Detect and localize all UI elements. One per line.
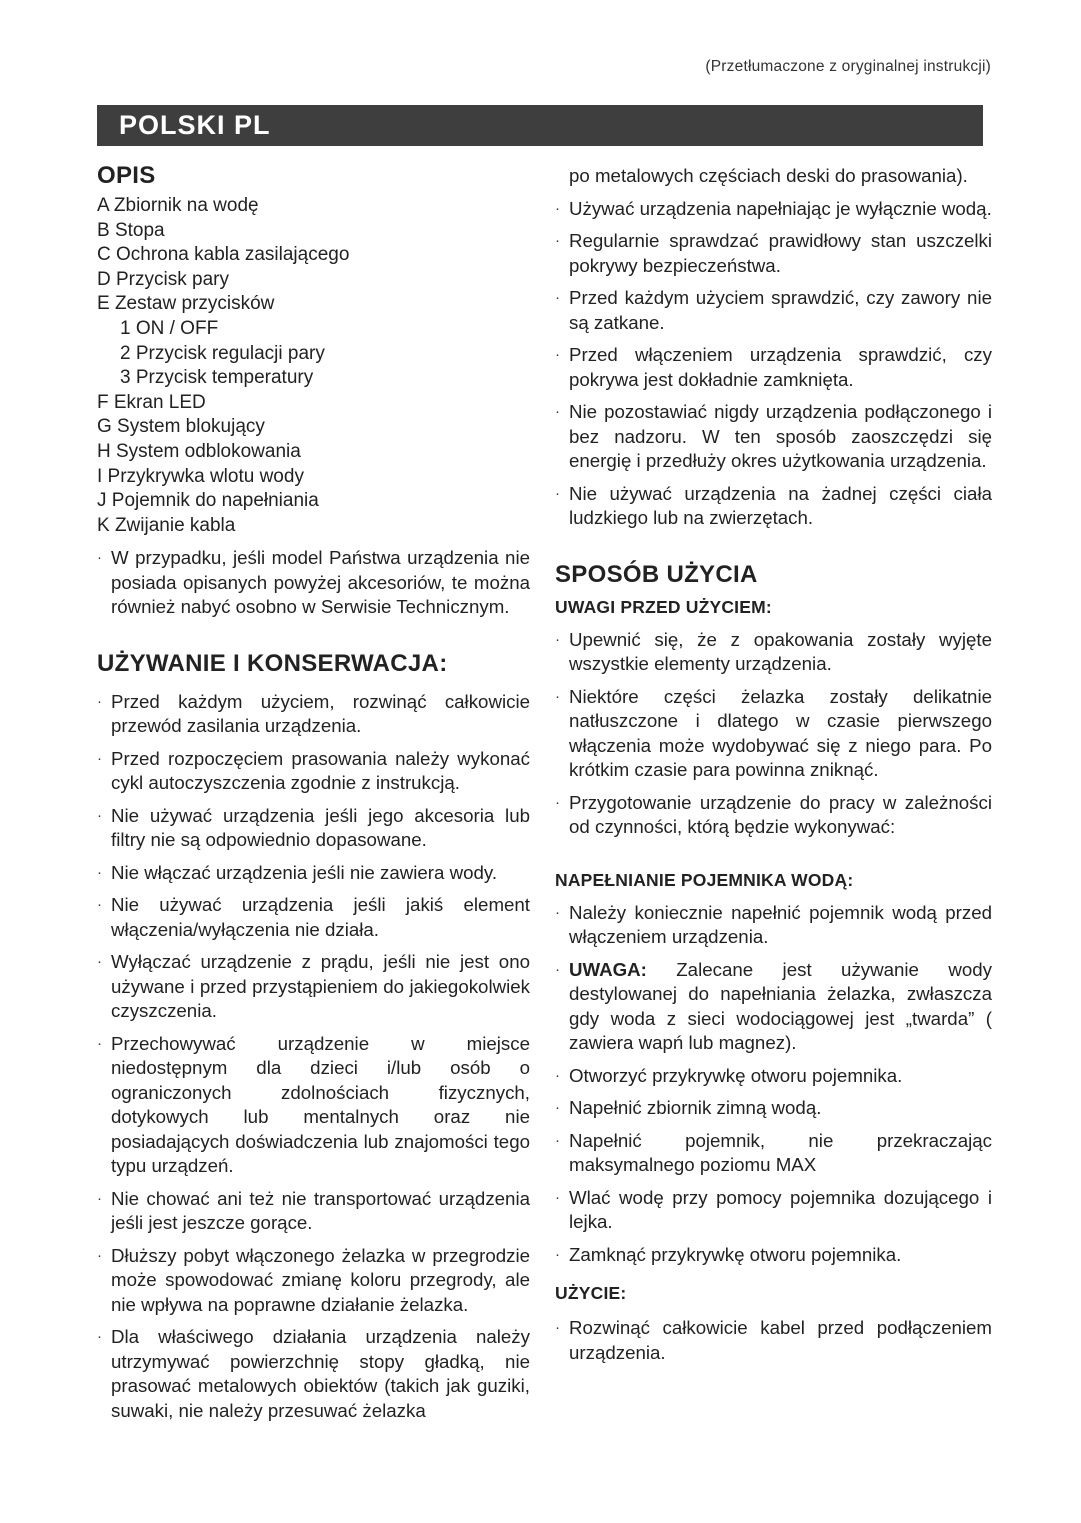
- usage-bullets: [97, 690, 530, 1424]
- subsection-title-napelnianie: NAPEŁNIANIE POJEMNIKA WODĄ:: [555, 869, 854, 890]
- list-item: · Przed każdym użyciem, rozwinąć całkowicie przewód zasilania urządzenia.: [97, 690, 530, 737]
- list-item: D Przycisk pary: [97, 268, 229, 290]
- opis-note-list: [97, 546, 530, 620]
- list-item: F Ekran LED: [97, 391, 206, 413]
- list-item: 3 Przycisk temperatury: [120, 367, 314, 389]
- uwagi-bullets: [555, 628, 992, 840]
- list-item: · UWAGA: Zalecane jest używanie wody destylowanej do napełniania żelazka, zwłaszcza gdy woda z sieci wodociągowej jest „twarda” ( zawiera wapń lub magnez).: [555, 958, 992, 1053]
- list-item: · Napełnić pojemnik, nie przekraczając maksymalnego poziomu MAX: [555, 1129, 992, 1175]
- uzycie-bullets: [555, 1316, 992, 1365]
- list-item: · Nie chować ani też nie transportować urządzenia jeśli jest jeszcze gorące.: [97, 1187, 530, 1234]
- list-item: C Ochrona kabla zasilającego: [97, 244, 350, 266]
- list-item: · Należy koniecznie napełnić pojemnik wodą przed włączeniem urządzenia.: [555, 901, 992, 947]
- list-item: · W przypadku, jeśli model Państwa urządzenia nie posiada opisanych powyżej akcesoriów, te można również nabyć osobno w Serwisie Technicznym.: [97, 547, 530, 618]
- list-item: H System odblokowania: [97, 440, 301, 462]
- list-item: A Zbiornik na wodę: [97, 195, 259, 216]
- list-item: J Pojemnik do napełniania: [97, 490, 319, 512]
- list-item: · Napełnić zbiornik zimną wodą.: [555, 1097, 822, 1118]
- list-item: · Przed włączeniem urządzenia sprawdzić, czy pokrywa jest dokładnie zamknięta.: [555, 344, 992, 390]
- list-item: · Wlać wodę przy pomocy pojemnika dozującego i lejka.: [555, 1186, 992, 1232]
- section-title-opis: OPIS: [97, 162, 156, 189]
- list-item: · Nie pozostawiać nigdy urządzenia podłączonego i bez nadzoru. W ten sposób zaoszczędzi się energię i przedłuży okres użytkowania urządzenia.: [555, 401, 992, 471]
- language-title: POLSKI PL: [119, 110, 271, 140]
- list-item: po metalowych częściach deski do prasowania).: [569, 165, 968, 186]
- list-item: · Dla właściwego działania urządzenia należy utrzymywać powierzchnię stopy gładką, nie prasować metalowych obiektów (takich jak guziki, suwaki, nie należy przesuwać żelazka: [97, 1326, 530, 1421]
- subsection-title-uzycie: UŻYCIE:: [555, 1283, 627, 1303]
- list-item: K Zwijanie kabla: [97, 514, 236, 536]
- list-item: · Nie włączać urządzenia jeśli nie zawiera wody.: [97, 861, 498, 883]
- list-item: · Dłuższy pobyt włączonego żelazka w przegrodzie może spowodować zmianę koloru przegrody, ale nie wpływa na poprawne działanie żelazka.: [97, 1244, 530, 1315]
- list-item: · Nie używać urządzenia jeśli jakiś element włączenia/wyłączenia nie działa.: [97, 894, 530, 940]
- continued-bullets: [555, 164, 992, 531]
- subsection-title-uwagi: UWAGI PRZED UŻYCIEM:: [555, 596, 772, 617]
- uwaga-label: UWAGA:: [569, 958, 647, 980]
- list-item: B Stopa: [97, 219, 165, 241]
- language-bar: [97, 105, 983, 146]
- list-item: 2 Przycisk regulacji pary: [120, 342, 325, 364]
- list-item: 1 ON / OFF: [120, 317, 219, 339]
- list-item: · Wyłączać urządzenie z prądu, jeśli nie jest ono używane i przed przystąpieniem do jakiegokolwiek czyszczenia.: [97, 951, 530, 1022]
- list-item: · Rozwinąć całkowicie kabel przed podłączeniem urządzenia.: [555, 1317, 992, 1363]
- napelnianie-bullets: [555, 901, 992, 1268]
- list-item: G System blokujący: [97, 416, 265, 438]
- list-item: I Przykrywka wlotu wody: [97, 465, 304, 487]
- list-item: · Przed rozpoczęciem prasowania należy wykonać cykl autoczyszczenia zgodnie z instrukcją.: [97, 747, 530, 794]
- parts-list: [97, 194, 530, 538]
- list-item: · Nie używać urządzenia jeśli jego akcesoria lub filtry nie są odpowiednio dopasowane.: [97, 804, 530, 851]
- translation-note: (Przetłumaczone z oryginalnej instrukcji): [705, 58, 991, 75]
- list-item: · Nie używać urządzenia na żadnej części ciała ludzkiego lub na zwierzętach.: [555, 482, 992, 528]
- list-item: · Zamknąć przykrywkę otworu pojemnika.: [555, 1243, 902, 1265]
- list-item: · Regularnie sprawdzać prawidłowy stan uszczelki pokrywy bezpieczeństwa.: [555, 230, 992, 276]
- list-item: · Używać urządzenia napełniając je wyłącznie wodą.: [555, 197, 992, 219]
- left-column: [97, 162, 530, 1431]
- right-column: [555, 164, 992, 1373]
- list-item: · Otworzyć przykrywkę otworu pojemnika.: [555, 1064, 903, 1086]
- list-item: · Upewnić się, że z opakowania zostały wyjęte wszystkie elementy urządzenia.: [555, 628, 992, 674]
- list-item: E Zestaw przycisków: [97, 293, 275, 315]
- list-item: · Przygotowanie urządzenie do pracy w zależności od czynności, którą będzie wykonywać:: [555, 791, 992, 837]
- list-item: · Przechowywać urządzenie w miejsce niedostępnym dla dzieci i/lub osób o ograniczonych zdolnościach fizycznych, dotykowych lub mentalnych oraz nie posiadających doświadczenia lub znajomości tego typu urządzeń.: [97, 1032, 530, 1177]
- uwaga-text: Zalecane jest używanie wody destylowanej do napełniania żelazka, zwłaszcza gdy woda z sieci wodociągowej jest „twarda” ( zawiera wapń lub magnez).: [569, 958, 992, 1053]
- section-title-sposob: SPOSÓB UŻYCIA: [555, 560, 758, 588]
- list-item: · Niektóre części żelazka zostały delikatnie natłuszczone i dlatego w czasie pierwszego włączenia może wydobywać się z niego para. Po krótkim czasie para powinna zniknąć.: [555, 685, 992, 780]
- list-item: · Przed każdym użyciem sprawdzić, czy zawory nie są zatkane.: [555, 287, 992, 333]
- section-title-uzywanie: UŻYWANIE I KONSERWACJA:: [97, 649, 448, 677]
